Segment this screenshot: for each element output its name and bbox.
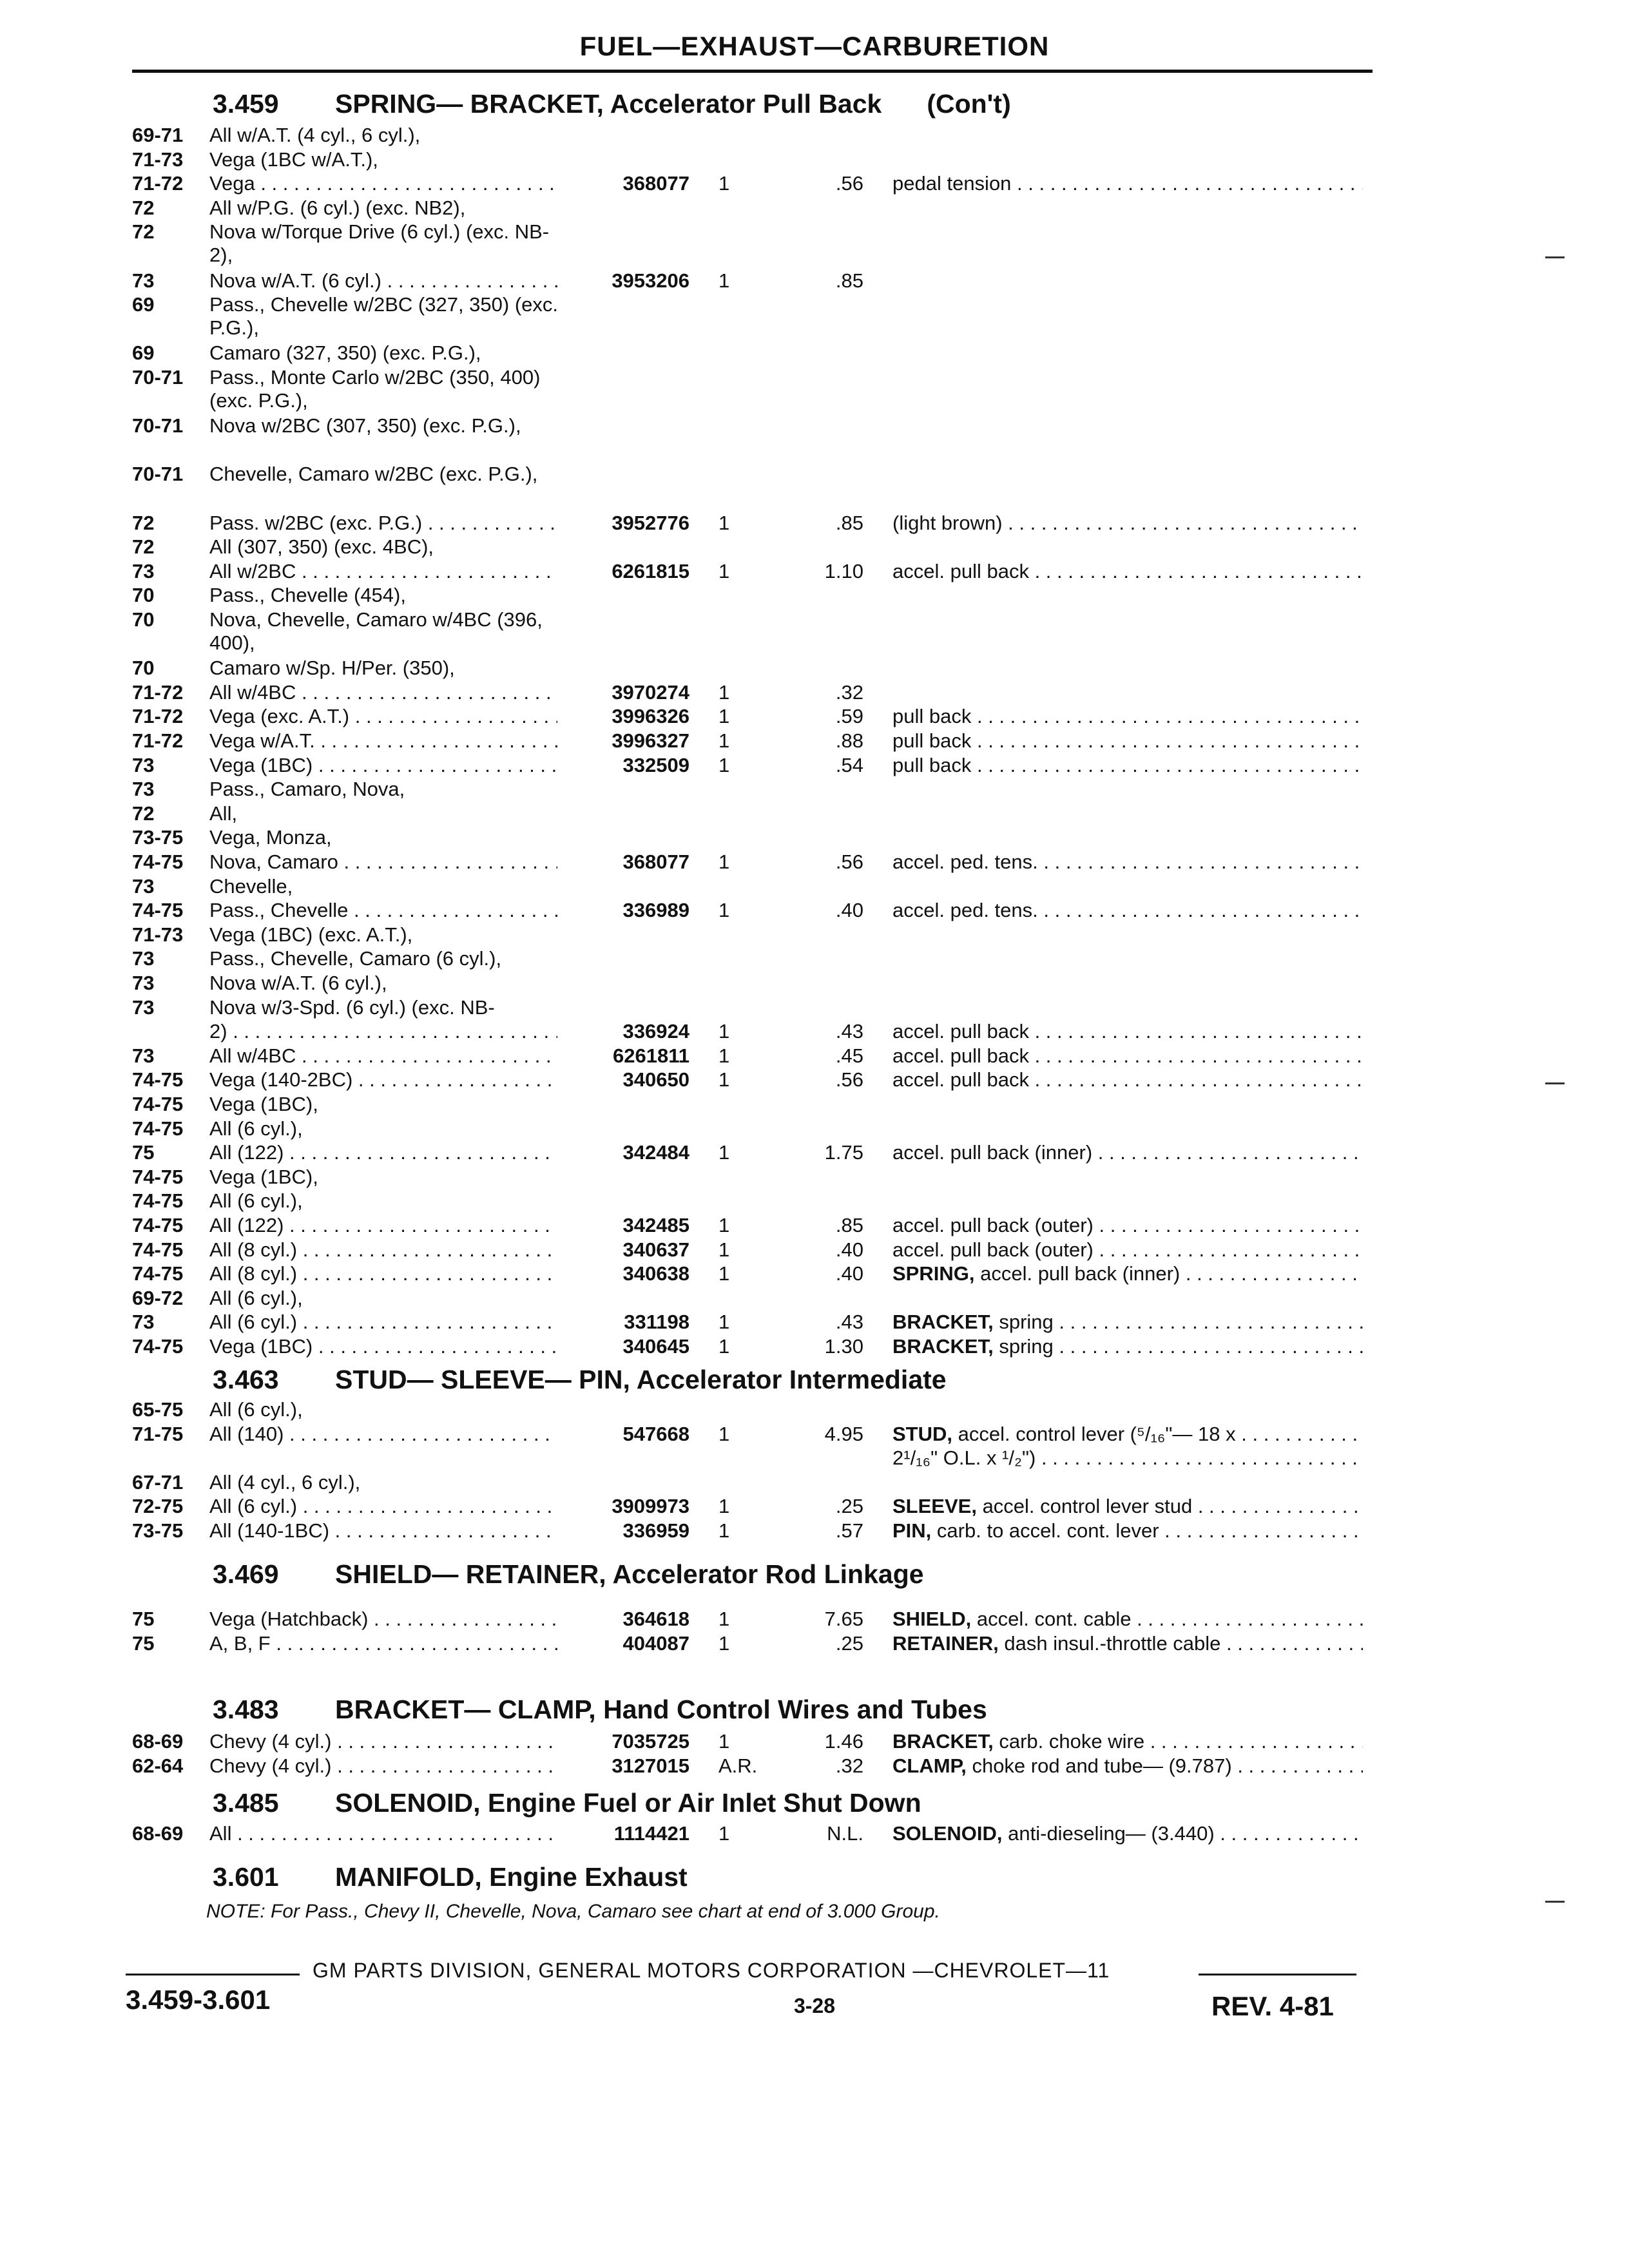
application-description: Chevy (4 cyl.) . . .	[209, 1730, 557, 1753]
remark-text: carb. to accel. cont. lever	[936, 1519, 1159, 1542]
part-number: 7035725	[612, 1730, 689, 1753]
application-description: Nova w/2BC (307, 350) (exc. P.G.),	[209, 414, 521, 437]
remark-text: accel. control lever stud	[982, 1495, 1193, 1518]
part-number: 340645	[622, 1335, 689, 1358]
list-price: 1.75	[824, 1141, 863, 1164]
model-year: 73	[132, 559, 155, 582]
list-price: .56	[835, 172, 863, 195]
quantity: 1	[718, 1519, 730, 1542]
footer-rule-right	[1199, 1974, 1356, 1975]
part-remark	[892, 1822, 1363, 1845]
list-price: .59	[835, 705, 863, 728]
remark-text: pull back	[892, 729, 972, 752]
list-price: .32	[835, 680, 863, 704]
model-year: 74-75	[132, 1068, 184, 1091]
part-remark	[892, 729, 1363, 753]
model-year: 72	[132, 802, 155, 825]
model-year: 74-75	[132, 1093, 184, 1115]
model-year: 62-64	[132, 1754, 184, 1777]
application-description: Vega (1BC) (exc. A.T.),	[209, 923, 413, 946]
part-remark	[892, 1238, 1363, 1262]
section-heading	[213, 1862, 688, 1892]
part-number: 336989	[622, 899, 689, 922]
application-description: Nova, Chevelle, Camaro w/4BC (396, 400),	[209, 608, 543, 654]
list-price: .25	[835, 1495, 863, 1518]
section-heading	[213, 1788, 921, 1818]
list-price: .40	[835, 1262, 863, 1285]
model-year: 71-72	[132, 729, 184, 752]
remark-text: dash insul.-throttle cable	[1004, 1631, 1221, 1655]
model-year: 73	[132, 947, 155, 970]
list-price: 1.30	[824, 1335, 863, 1358]
application-description: Vega (1BC w/A.T.),	[209, 148, 378, 171]
footer-group-range: 3.459-3.601	[126, 1984, 271, 2015]
part-remark	[892, 1446, 1363, 1470]
part-number: 368077	[622, 172, 689, 195]
model-year: 73	[132, 753, 155, 776]
section-continued: (Con't)	[927, 89, 1011, 119]
list-price: .57	[835, 1519, 863, 1542]
model-year: 73	[132, 1044, 155, 1067]
part-number: 1114421	[613, 1822, 689, 1845]
quantity: 1	[718, 1335, 730, 1358]
quantity: 1	[718, 753, 730, 776]
remark-text: pull back	[892, 753, 972, 776]
application-description: Vega, Monza,	[209, 826, 332, 849]
model-year: 74-75	[132, 1238, 184, 1261]
application-description: All (4 cyl., 6 cyl.),	[209, 1470, 361, 1494]
application-description: All (140-1BC) . . .	[209, 1519, 557, 1542]
section-title: SHIELD— RETAINER, Accelerator Rod Linkage	[335, 1559, 924, 1589]
list-price: .32	[835, 1754, 863, 1777]
model-year: 69	[132, 293, 155, 316]
part-name: BRACKET,	[892, 1730, 994, 1753]
list-price: .85	[835, 269, 863, 292]
list-price: .45	[835, 1044, 863, 1067]
application-description: Pass., Chevelle w/2BC (327, 350) (exc. P.G.),	[209, 293, 559, 340]
part-number: 331198	[624, 1311, 689, 1334]
model-year: 74-75	[132, 850, 184, 873]
part-number: 364618	[622, 1608, 689, 1630]
remark-text: accel. pull back	[892, 1044, 1029, 1067]
part-name: STUD,	[892, 1422, 952, 1445]
model-year: 68-69	[132, 1822, 184, 1845]
model-year: 71-72	[132, 172, 184, 195]
quantity: 1	[718, 1631, 730, 1655]
part-number: 368077	[622, 850, 689, 873]
model-year: 74-75	[132, 1335, 184, 1358]
remark-text: accel. pull back	[892, 559, 1029, 582]
application-description: Pass., Camaro, Nova,	[209, 778, 405, 801]
model-year: 74-75	[132, 899, 184, 922]
model-year: 71-73	[132, 148, 184, 171]
application-description: Vega (1BC),	[209, 1093, 318, 1115]
application-description: Pass., Chevelle (454),	[209, 584, 406, 607]
model-year: 73	[132, 778, 155, 801]
part-remark	[892, 1495, 1363, 1518]
part-name: PIN,	[892, 1519, 932, 1542]
part-name: CLAMP,	[892, 1754, 967, 1777]
application-description: Pass., Monte Carlo w/2BC (350, 400) (exc. P.G.),	[209, 366, 541, 412]
model-year: 75	[132, 1608, 155, 1630]
part-remark	[892, 1044, 1363, 1068]
quantity: 1	[718, 1822, 730, 1845]
part-number: 332509	[622, 753, 689, 776]
section-title: SPRING— BRACKET, Accelerator Pull Back	[335, 89, 882, 119]
application-description: All w/A.T. (4 cyl., 6 cyl.),	[209, 124, 421, 146]
part-number: 3996326	[612, 705, 689, 728]
application-description: Chevelle,	[209, 874, 293, 898]
remark-text: carb. choke wire	[999, 1730, 1145, 1753]
section-number: 3.485	[213, 1788, 279, 1818]
section-number: 3.463	[213, 1365, 279, 1394]
application-description: Pass. w/2BC (exc. P.G.) . . .	[209, 512, 557, 535]
quantity: 1	[718, 1238, 730, 1261]
application-description: Camaro w/Sp. H/Per. (350),	[209, 657, 455, 680]
model-year: 69	[132, 341, 155, 365]
remark-text: accel. pull back (inner)	[980, 1262, 1181, 1285]
margin-tick	[1545, 1082, 1565, 1084]
model-year: 72-75	[132, 1495, 184, 1518]
part-remark	[892, 1423, 1363, 1446]
application-description: Vega (1BC) . . .	[209, 1335, 557, 1358]
remark-text: (light brown)	[892, 511, 1003, 534]
list-price: 1.46	[824, 1730, 863, 1753]
remark-text: accel. pull back	[892, 1020, 1029, 1043]
model-year: 75	[132, 1141, 155, 1164]
quantity: 1	[718, 899, 730, 922]
model-year: 72	[132, 220, 155, 244]
section-heading	[213, 1695, 987, 1725]
model-year: 70-71	[132, 463, 184, 486]
application-description: All (8 cyl.) . . .	[209, 1238, 557, 1262]
section-heading	[213, 89, 1011, 119]
quantity: 1	[718, 1608, 730, 1630]
part-remark	[892, 1632, 1363, 1655]
quantity: 1	[718, 559, 730, 582]
model-year: 74-75	[132, 1189, 184, 1213]
application-description: Pass., Chevelle, Camaro (6 cyl.),	[209, 947, 502, 970]
quantity: 1	[718, 1068, 730, 1091]
part-number: 404087	[622, 1631, 689, 1655]
application-description: Vega (1BC),	[209, 1165, 318, 1188]
part-remark	[892, 705, 1363, 728]
part-remark	[892, 512, 1363, 535]
remark-text: anti-dieseling— (3.440)	[1008, 1822, 1215, 1845]
model-year: 70-71	[132, 366, 184, 389]
part-number: 3127015	[612, 1754, 689, 1777]
model-year: 74-75	[132, 1262, 184, 1285]
model-year: 71-75	[132, 1422, 184, 1445]
part-name: SHIELD,	[892, 1608, 972, 1630]
part-number: 340637	[622, 1238, 689, 1261]
application-description: All (6 cyl.),	[209, 1398, 303, 1421]
application-description: Nova w/A.T. (6 cyl.),	[209, 972, 387, 994]
application-description: Nova w/Torque Drive (6 cyl.) (exc. NB-2),	[209, 220, 550, 267]
part-remark	[892, 1068, 1363, 1091]
application-description: All w/4BC . . .	[209, 681, 557, 704]
section-heading	[213, 1559, 924, 1590]
list-price: .88	[835, 729, 863, 752]
part-remark	[892, 1214, 1363, 1237]
remark-text: accel. control lever (⁵/₁₆"— 18 x	[958, 1422, 1236, 1445]
header-rule	[132, 70, 1373, 73]
remark-text: 2¹/₁₆" O.L. x ¹/₂")	[892, 1446, 1036, 1470]
part-remark	[892, 899, 1363, 922]
remark-text: accel. pull back	[892, 1068, 1029, 1091]
application-description: All (6 cyl.) . . .	[209, 1495, 557, 1518]
model-year: 74-75	[132, 1117, 184, 1140]
remark-text: pull back	[892, 705, 972, 728]
footer-publisher: GM PARTS DIVISION, GENERAL MOTORS CORPORATION —CHEVROLET—11	[313, 1959, 1110, 1982]
part-number: 3953206	[612, 269, 689, 292]
application-description: Pass., Chevelle . . .	[209, 899, 557, 922]
model-year: 73	[132, 874, 155, 898]
margin-tick	[1545, 256, 1565, 258]
application-description: Nova w/A.T. (6 cyl.) . . .	[209, 269, 557, 293]
remark-text: accel. pull back (outer)	[892, 1214, 1094, 1236]
model-year: 70	[132, 608, 155, 631]
part-number: 6261815	[612, 559, 689, 582]
quantity: 1	[718, 705, 730, 728]
application-description: All w/P.G. (6 cyl.) (exc. NB2),	[209, 196, 466, 219]
quantity: 1	[718, 511, 730, 534]
part-remark	[892, 850, 1363, 874]
model-year: 73	[132, 1311, 155, 1334]
quantity: 1	[718, 1422, 730, 1445]
application-description: All (6 cyl.),	[209, 1286, 303, 1309]
part-number: 3996327	[612, 729, 689, 752]
application-description: All (6 cyl.),	[209, 1189, 303, 1213]
application-description: All,	[209, 802, 238, 825]
list-price: 1.10	[824, 559, 863, 582]
application-description: All (6 cyl.) . . .	[209, 1311, 557, 1334]
part-name: BRACKET,	[892, 1311, 994, 1334]
list-price: .25	[835, 1631, 863, 1655]
part-name: RETAINER,	[892, 1631, 999, 1655]
remark-text: choke rod and tube— (9.787)	[972, 1754, 1232, 1777]
section-heading	[213, 1365, 947, 1395]
footer-page-number: 3-28	[793, 1994, 836, 2017]
quantity: 1	[718, 1730, 730, 1753]
part-remark	[892, 1020, 1363, 1043]
model-year: 74-75	[132, 1165, 184, 1188]
quantity: 1	[718, 1214, 730, 1236]
part-number: 6261811	[613, 1044, 689, 1067]
quantity: 1	[718, 1044, 730, 1067]
model-year: 73-75	[132, 1519, 184, 1542]
remark-text: spring	[999, 1311, 1054, 1334]
quantity: 1	[718, 172, 730, 195]
application-description: A, B, F . . .	[209, 1632, 557, 1655]
part-number: 336959	[622, 1519, 689, 1542]
part-number: 342485	[622, 1214, 689, 1236]
model-year: 65-75	[132, 1398, 184, 1421]
list-price: 4.95	[824, 1422, 863, 1445]
model-year: 70-71	[132, 414, 184, 437]
footer-revision: REV. 4-81	[1211, 1991, 1334, 2021]
quantity: 1	[718, 850, 730, 873]
model-year: 73	[132, 995, 155, 1019]
part-name: SPRING,	[892, 1262, 975, 1285]
quantity: 1	[718, 1311, 730, 1334]
section-title: MANIFOLD, Engine Exhaust	[335, 1862, 688, 1892]
section-number: 3.459	[213, 89, 279, 119]
part-name: BRACKET,	[892, 1335, 994, 1358]
model-year: 67-71	[132, 1470, 184, 1494]
section-number: 3.483	[213, 1695, 279, 1724]
part-name: SLEEVE,	[892, 1495, 977, 1518]
remark-text: accel. cont. cable	[976, 1608, 1132, 1630]
part-remark	[892, 1311, 1363, 1334]
section-note: NOTE: For Pass., Chevy II, Chevelle, Nova, Camaro see chart at end of 3.000 Group.	[206, 1901, 940, 1922]
model-year: 69-71	[132, 124, 184, 146]
section-title: BRACKET— CLAMP, Hand Control Wires and Tubes	[335, 1695, 987, 1724]
quantity: 1	[718, 269, 730, 292]
part-remark	[892, 1262, 1363, 1285]
application-description: All . . .	[209, 1822, 557, 1845]
part-remark	[892, 1754, 1363, 1778]
model-year: 74-75	[132, 1214, 184, 1236]
list-price: .85	[835, 511, 863, 534]
application-description: Vega (140-2BC) . . .	[209, 1068, 557, 1091]
part-number: 547668	[622, 1422, 689, 1445]
quantity: 1	[718, 680, 730, 704]
application-description: Chevelle, Camaro w/2BC (exc. P.G.),	[209, 463, 538, 486]
part-remark	[892, 1141, 1363, 1164]
part-name: SOLENOID,	[892, 1822, 1003, 1845]
part-number: 3909973	[612, 1495, 689, 1518]
application-description: All w/2BC . . .	[209, 560, 557, 583]
footer-rule-left	[126, 1974, 300, 1975]
quantity: A.R.	[718, 1754, 758, 1777]
list-price: .54	[835, 753, 863, 776]
model-year: 70	[132, 657, 155, 680]
application-description: All (122) . . .	[209, 1141, 557, 1164]
section-number: 3.469	[213, 1559, 279, 1589]
application-description: Vega . . .	[209, 172, 557, 195]
model-year: 68-69	[132, 1730, 184, 1753]
quantity: 1	[718, 1495, 730, 1518]
remark-text: accel. pull back (outer)	[892, 1238, 1094, 1261]
model-year: 75	[132, 1631, 155, 1655]
application-description: Vega (exc. A.T.) . . .	[209, 705, 557, 728]
part-remark	[892, 1608, 1363, 1631]
model-year: 73	[132, 972, 155, 994]
section-title: SOLENOID, Engine Fuel or Air Inlet Shut Down	[335, 1788, 921, 1818]
application-description: All (122) . . .	[209, 1214, 557, 1237]
list-price: .43	[835, 1020, 863, 1043]
quantity: 1	[718, 729, 730, 752]
model-year: 70	[132, 584, 155, 607]
model-year: 72	[132, 535, 155, 559]
list-price: .85	[835, 1214, 863, 1236]
part-number: 340650	[622, 1068, 689, 1091]
application-description: 2) . . .	[209, 1020, 557, 1043]
section-title: STUD— SLEEVE— PIN, Accelerator Intermediate	[335, 1365, 947, 1394]
section-number: 3.601	[213, 1862, 279, 1892]
list-price: .56	[835, 850, 863, 873]
application-description: Vega w/A.T. . . .	[209, 729, 557, 753]
remark-text: accel. pull back (inner)	[892, 1141, 1093, 1164]
application-description: All (8 cyl.) . . .	[209, 1262, 557, 1285]
model-year: 71-72	[132, 705, 184, 728]
application-description: Vega (1BC) . . .	[209, 754, 557, 777]
part-remark	[892, 1335, 1363, 1358]
remark-text: pedal tension	[892, 172, 1012, 195]
part-number: 3970274	[612, 680, 689, 704]
quantity: 1	[718, 1020, 730, 1043]
application-description: Camaro (327, 350) (exc. P.G.),	[209, 341, 481, 365]
part-remark	[892, 1519, 1363, 1542]
list-price: .56	[835, 1068, 863, 1091]
page-title: FUEL—EXHAUST—CARBURETION	[579, 31, 1050, 61]
model-year: 73	[132, 269, 155, 292]
part-number: 342484	[622, 1141, 689, 1164]
application-description: Nova w/3-Spd. (6 cyl.) (exc. NB-	[209, 995, 495, 1019]
model-year: 71-72	[132, 680, 184, 704]
list-price: .43	[835, 1311, 863, 1334]
part-remark	[892, 172, 1363, 195]
quantity: 1	[718, 1141, 730, 1164]
margin-tick	[1545, 1901, 1565, 1903]
remark-text: accel. ped. tens.	[892, 850, 1038, 873]
part-number: 3952776	[612, 511, 689, 534]
part-number: 336924	[622, 1020, 689, 1043]
model-year: 69-72	[132, 1286, 184, 1309]
application-description: Chevy (4 cyl.) . . .	[209, 1754, 557, 1778]
remark-text: accel. ped. tens.	[892, 899, 1038, 922]
list-price: .40	[835, 899, 863, 922]
model-year: 73-75	[132, 826, 184, 849]
model-year: 72	[132, 511, 155, 534]
remark-text: spring	[999, 1335, 1054, 1358]
application-description: Nova, Camaro . . .	[209, 850, 557, 874]
list-price: 7.65	[824, 1608, 863, 1630]
application-description: All w/4BC . . .	[209, 1044, 557, 1068]
list-price: N.L.	[827, 1822, 863, 1845]
model-year: 71-73	[132, 923, 184, 946]
application-description: Vega (Hatchback) . . .	[209, 1608, 557, 1631]
model-year: 72	[132, 196, 155, 219]
part-remark	[892, 560, 1363, 583]
application-description: All (307, 350) (exc. 4BC),	[209, 535, 434, 559]
application-description: All (140) . . .	[209, 1423, 557, 1446]
quantity: 1	[718, 1262, 730, 1285]
part-remark	[892, 1730, 1363, 1753]
list-price: .40	[835, 1238, 863, 1261]
application-description: All (6 cyl.),	[209, 1117, 303, 1140]
part-remark	[892, 754, 1363, 777]
part-number: 340638	[622, 1262, 689, 1285]
